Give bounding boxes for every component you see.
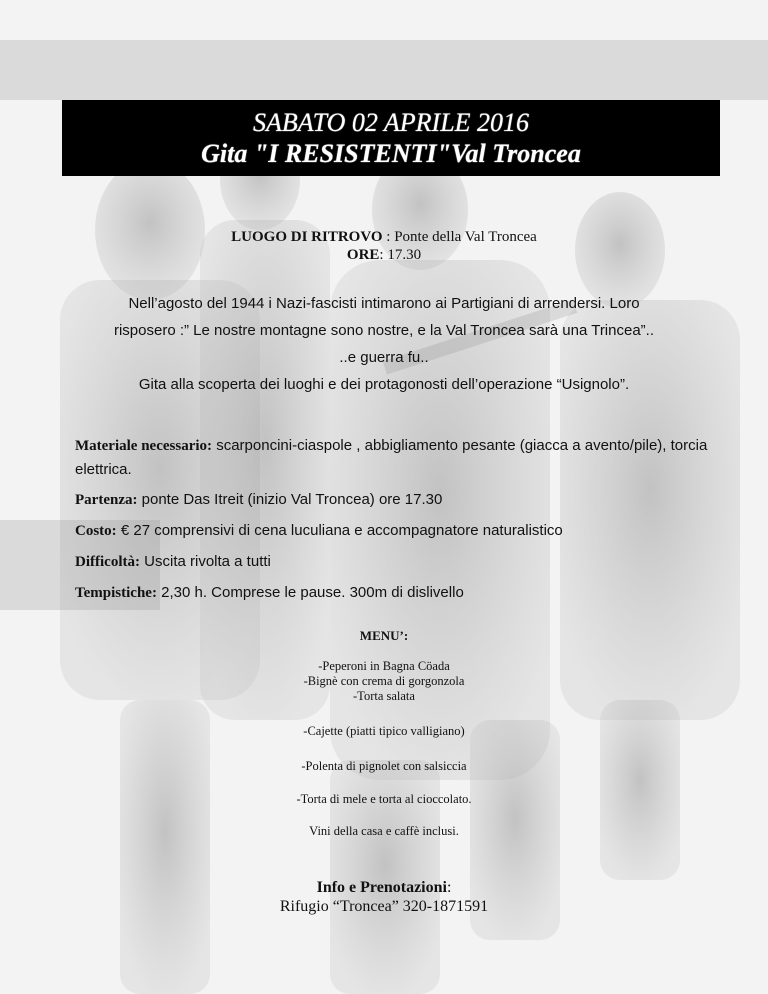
meeting-place-label: LUOGO DI RITROVO	[231, 229, 383, 245]
detail-partenza	[75, 488, 715, 512]
intro-text	[0, 290, 768, 398]
menu-item: -Torta salata	[353, 689, 415, 703]
detail-value: 2,30 h. Comprese le pause. 300m di dislivello	[156, 584, 464, 601]
menu-item: -Peperoni in Bagna Cöada	[318, 659, 450, 673]
info-label: Info e Prenotazioni	[316, 879, 447, 896]
detail-difficolta	[75, 550, 715, 574]
meeting-place-value: : Ponte della Val Troncea	[382, 229, 537, 245]
intro-line: risposero :” Le nostre montagne sono nostre, e la Val Troncea sarà una Trincea”..	[113, 322, 654, 339]
menu-item: -Polenta di pignolet con salsiccia	[301, 759, 467, 773]
intro-line: Gita alla scoperta dei luoghi e dei protagonosti dell’operazione “Usignolo”.	[138, 376, 630, 393]
title-banner	[62, 100, 720, 176]
contact-info	[0, 878, 768, 916]
intro-line: Nell’agosto del 1944 i Nazi-fascisti intimarono ai Partigiani di arrendersi. Loro	[128, 295, 640, 312]
detail-tempistiche	[75, 581, 715, 605]
detail-costo	[75, 519, 715, 543]
event-title: Gita "I RESISTENTI"Val Troncea	[201, 139, 581, 168]
meeting-time-label: ORE	[346, 247, 380, 263]
detail-materiale	[75, 434, 715, 481]
detail-label: Materiale necessario:	[75, 438, 213, 454]
detail-value: Uscita rivolta a tutti	[139, 553, 271, 570]
detail-value: € 27 comprensivi di cena luculiana e accompagnatore naturalistico	[116, 522, 563, 539]
menu-group	[0, 659, 768, 704]
detail-label: Partenza:	[75, 492, 138, 508]
detail-label: Difficoltà:	[75, 554, 140, 570]
menu-item: Vini della casa e caffè inclusi.	[309, 824, 459, 838]
trip-details	[75, 434, 715, 612]
detail-value: scarponcini-ciaspole , abbigliamento pesante (giacca a avento/pile), torcia elettrica.	[75, 437, 708, 478]
meeting-info	[0, 228, 768, 264]
menu-item: -Torta di mele e torta al cioccolato.	[296, 792, 472, 806]
detail-value: ponte Das Itreit (inizio Val Troncea) ore 17.30	[137, 491, 443, 508]
menu-item: -Bignè con crema di gorgonzola	[303, 674, 465, 688]
menu-item: -Cajette (piatti tipico valligiano)	[303, 724, 465, 738]
intro-line: ..e guerra fu..	[339, 349, 429, 366]
info-contact: Rifugio “Troncea” 320-1871591	[279, 898, 489, 915]
detail-label: Tempistiche:	[75, 585, 157, 601]
event-date: SABATO 02 APRILE 2016	[252, 108, 530, 137]
menu-title: MENU’:	[359, 628, 409, 643]
meeting-time-value: : 17.30	[379, 247, 422, 263]
detail-label: Costo:	[75, 523, 117, 539]
info-colon: :	[446, 879, 452, 896]
